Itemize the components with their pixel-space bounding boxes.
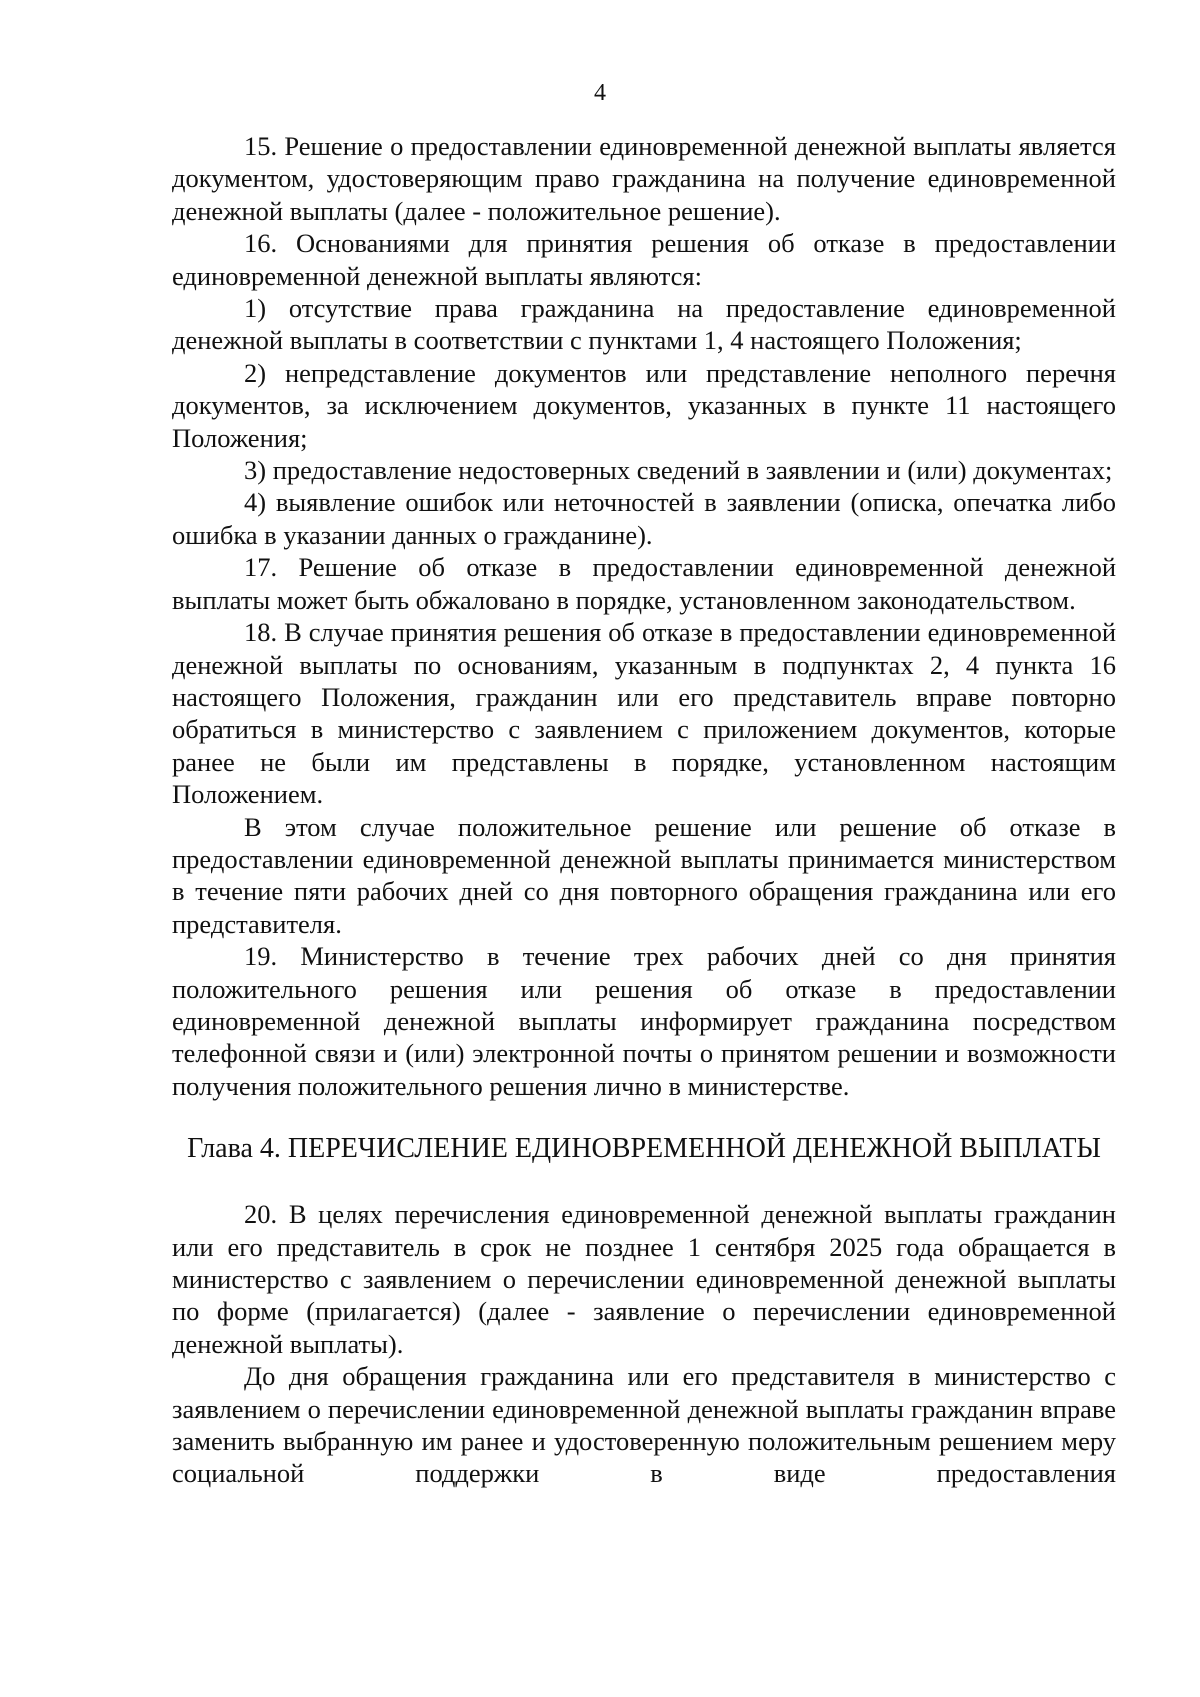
paragraph-18-continuation: В этом случае положительное решение или решение об отказе в предоставлении единовременной денежной выплаты принимается министерством в течение пяти рабочих дней со дня повторного обращения гражданина или его представителя. [172, 811, 1116, 939]
paragraph-15: 15. Решение о предоставлении единовременной денежной выплаты является документом, удостоверяющим право гражданина на получение единовременной денежной выплаты (далее - положительное решение). [172, 131, 1116, 226]
page-number: 4 [594, 80, 606, 106]
chapter-heading: Глава 4. ПЕРЕЧИСЛЕНИЕ ЕДИНОВРЕМЕННОЙ ДЕНЕЖНОЙ ВЫПЛАТЫ [187, 1133, 1101, 1165]
document-body [172, 130, 1116, 1490]
paragraph-20: 20. В целях перечисления единовременной денежной выплаты гражданин или его представитель в срок не позднее 1 сентября 2025 года обращается в министерство с заявлением о перечислении единовременной денежной выплаты по форме (прилагается) (далее - заявление о перечислении единовременной денежной выплаты). [172, 1199, 1116, 1359]
paragraph-16: 16. Основаниями для принятия решения об отказе в предоставлении единовременной денежной выплаты являются: [172, 228, 1116, 291]
paragraph-19: 19. Министерство в течение трех рабочих дней со дня принятия положительного решения или решения об отказе в предоставлении единовременной денежной выплаты информирует гражданина посредством телефонной связи и (или) электронной почты о принятом решении и возможности получения положительного решения лично в министерстве. [172, 941, 1116, 1101]
paragraph-16-item-2: 2) непредставление документов или представление неполного перечня документов, за исключением документов, указанных в пункте 11 настоящего Положения; [172, 357, 1116, 453]
paragraph-16-item-4: 4) выявление ошибок или неточностей в заявлении (описка, опечатка либо ошибка в указании данных о гражданине). [172, 487, 1116, 550]
paragraph-20-continuation: До дня обращения гражданина или его представителя в министерство с заявлением о перечислении единовременной денежной выплаты гражданин вправе заменить выбранную им ранее и удостоверенную положительным решением меру социальной поддержки в виде предоставления [172, 1361, 1116, 1489]
paragraph-18: 18. В случае принятия решения об отказе в предоставлении единовременной денежной выплаты по основаниям, указанным в подпунктах 2, 4 пункта 16 настоящего Положения, гражданин или его представитель вправе повторно обратиться в министерство с заявлением с приложением документов, которые ранее не были им представлены в порядке, установленном настоящим Положением. [172, 617, 1116, 810]
paragraph-16-item-3: 3) предоставление недостоверных сведений в заявлении и (или) документах; [244, 455, 1113, 486]
paragraph-16-item-1: 1) отсутствие права гражданина на предоставление единовременной денежной выплаты в соответствии с пунктами 1, 4 настоящего Положения; [172, 293, 1116, 356]
paragraph-17: 17. Решение об отказе в предоставлении единовременной денежной выплаты может быть обжаловано в порядке, установленном законодательством. [172, 552, 1116, 615]
